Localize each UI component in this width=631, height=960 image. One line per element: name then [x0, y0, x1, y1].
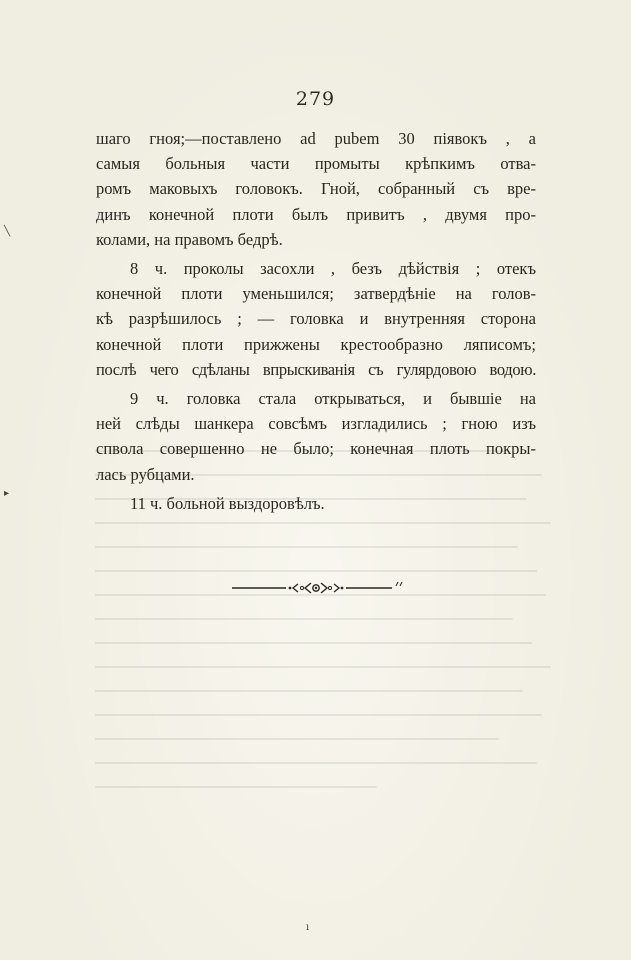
paragraph: [96, 386, 536, 487]
margin-mark: ı: [306, 922, 310, 933]
text-line: конечной плоти прижжены крестообразно ляписомъ;: [96, 334, 536, 354]
margin-mark: ▸: [4, 488, 10, 499]
page-number: 279: [295, 88, 336, 110]
paragraph: [96, 126, 536, 252]
body-text: [96, 126, 536, 520]
text-line: шаго гноя;—поставлено ad pubem 30 піявокъ , а: [96, 129, 536, 148]
text-line: спвола совершенно не было; конечная плоть покры-: [96, 439, 536, 459]
text-line: конечной плоти уменьшился; затвердѣніе на голов-: [96, 284, 536, 304]
margin-mark: ╲: [4, 226, 11, 237]
section-divider-ornament: [0, 578, 631, 598]
paragraph: [96, 256, 536, 382]
text-line: послѣ чего сдѣланы впрыскиванія съ гулярдовою водою.: [96, 359, 536, 379]
text-line: 11 ч. больной выздоровѣлъ.: [130, 493, 325, 513]
paragraph: [96, 491, 536, 516]
text-line: лась рубцами.: [96, 464, 195, 484]
text-line: ромъ маковыхъ головокъ. Гной, собранный съ вре-: [96, 179, 536, 199]
text-line: колами, на правомъ бедрѣ.: [96, 229, 283, 249]
text-line: 8 ч. проколы засохли , безъ дѣйствія ; отекъ: [130, 259, 536, 279]
text-line: ней слѣды шанкера совсѣмъ изгладились ; гною изъ: [96, 414, 536, 434]
text-line: 9 ч. головка стала открываться, и бывшіе на: [130, 389, 536, 409]
text-line: самыя больныя части промыты крѣпкимъ отва-: [96, 154, 536, 174]
text-line: кѣ разрѣшилось ; — головка и внутренняя сторона: [96, 309, 536, 329]
text-line: динъ конечной плоти былъ привитъ , двумя про-: [96, 204, 536, 224]
